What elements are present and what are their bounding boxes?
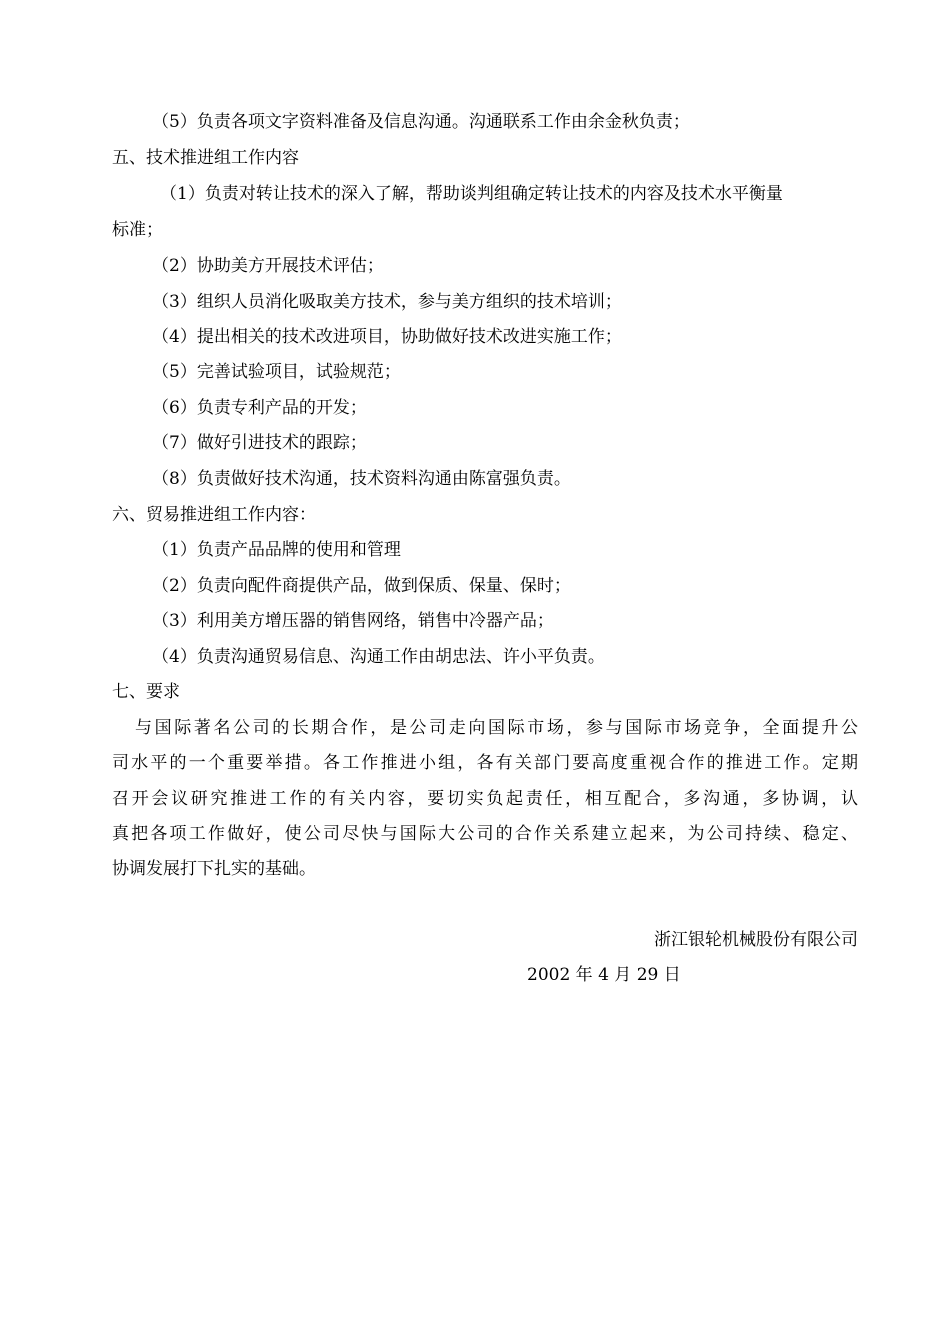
list-item: （3）利用美方增压器的销售网络，销售中冷器产品； bbox=[152, 611, 554, 631]
list-item: （6）负责专利产品的开发； bbox=[152, 398, 367, 418]
list-item: （4）提出相关的技术改进项目，协助做好技术改进实施工作； bbox=[152, 327, 622, 347]
section-heading: 五、技术推进组工作内容 bbox=[112, 148, 299, 168]
paragraph-line: 真把各项工作做好，使公司尽快与国际大公司的合作关系建立起来，为公司持续、稳定、 bbox=[112, 824, 858, 844]
paragraph-line: 司水平的一个重要举措。各工作推进小组，各有关部门要高度重视合作的推进工作。定期 bbox=[112, 753, 858, 773]
signature-date: 2002 年 4 月 29 日 bbox=[527, 965, 681, 985]
list-item: （3）组织人员消化吸取美方技术，参与美方组织的技术培训； bbox=[152, 292, 622, 312]
list-item: （7）做好引进技术的跟踪； bbox=[152, 433, 367, 453]
list-item: （5）负责各项文字资料准备及信息沟通。沟通联系工作由余金秋负责； bbox=[152, 112, 690, 132]
list-item: （2）协助美方开展技术评估； bbox=[152, 256, 384, 276]
list-item: （1）负责产品品牌的使用和管理 bbox=[152, 540, 401, 560]
list-item: （4）负责沟通贸易信息、沟通工作由胡忠法、许小平负责。 bbox=[152, 647, 605, 667]
paragraph-line: 与国际著名公司的长期合作，是公司走向国际市场，参与国际市场竞争，全面提升公 bbox=[135, 718, 858, 738]
list-item: （5）完善试验项目，试验规范； bbox=[152, 362, 401, 382]
paragraph-line: 召开会议研究推进工作的有关内容，要切实负起责任，相互配合，多沟通，多协调，认 bbox=[112, 789, 858, 809]
list-item: （1）负责对转让技术的深入了解，帮助谈判组确定转让技术的内容及技术水平衡量 bbox=[160, 184, 783, 204]
list-item-continuation: 标准； bbox=[112, 220, 163, 240]
section-heading: 七、要求 bbox=[112, 682, 180, 702]
list-item: （8）负责做好技术沟通，技术资料沟通由陈富强负责。 bbox=[152, 469, 571, 489]
section-heading: 六、贸易推进组工作内容： bbox=[112, 505, 316, 525]
list-item: （2）负责向配件商提供产品，做到保质、保量、保时； bbox=[152, 576, 571, 596]
signature-company: 浙江银轮机械股份有限公司 bbox=[654, 930, 858, 950]
paragraph-line: 协调发展打下扎实的基础。 bbox=[112, 859, 316, 879]
